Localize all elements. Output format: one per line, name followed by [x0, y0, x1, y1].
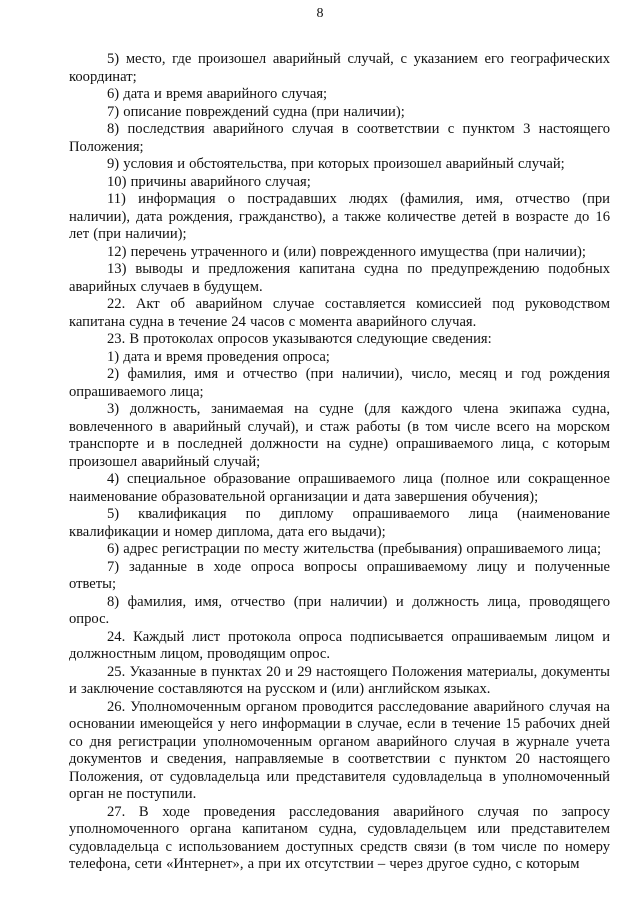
paragraph: 26. Уполномоченным органом проводится расследование аварийного случая на основании имеющейся у него информации в случае, если в течение 15 рабочих дней со дня регистрации уполномоченным органом аварийного случая в журнале учета документов и сведения, направляемые в соответствии с пунктом 20 настоящего Положения, от судовладельца или представителя судовладельца в уполномоченный орган не поступили. [69, 698, 610, 802]
paragraph: 8) последствия аварийного случая в соответствии с пунктом 3 настоящего Положения; [69, 121, 610, 155]
paragraph: 7) описание повреждений судна (при наличии); [107, 103, 405, 120]
paragraph: 4) специальное образование опрашиваемого лица (полное или сокращенное наименование образовательной организации и дата завершения обучения); [69, 471, 610, 505]
paragraph: 27. В ходе проведения расследования аварийного случая по запросу уполномоченного органа капитаном судна, судовладельцем или представителем судовладельца с использованием доступных средств связи (в том числе по номеру телефона, сети «Интернет», а при их отсутствии – через другое судно, с которым [69, 803, 610, 872]
paragraph: 8) фамилия, имя, отчество (при наличии) и должность лица, проводящего опрос. [69, 593, 610, 627]
paragraph: 25. Указанные в пунктах 20 и 29 настоящего Положения материалы, документы и заключение составляются на русском и (или) английском языках. [69, 663, 610, 697]
paragraph: 10) причины аварийного случая; [107, 173, 311, 190]
page-number: 8 [316, 6, 324, 21]
paragraph: 5) место, где произошел аварийный случай, с указанием его географических координат; [69, 51, 610, 85]
paragraph: 5) квалификация по диплому опрашиваемого лица (наименование квалификации и номер диплома, дата его выдачи); [69, 506, 610, 540]
paragraph: 12) перечень утраченного и (или) поврежденного имущества (при наличии); [107, 243, 586, 260]
paragraph: 7) заданные в ходе опроса вопросы опрашиваемому лицу и полученные ответы; [69, 558, 610, 592]
paragraph: 6) дата и время аварийного случая; [107, 86, 328, 102]
paragraph: 22. Акт об аварийном случае составляется комиссией под руководством капитана судна в течение 24 часов с момента аварийного случая. [69, 296, 610, 330]
paragraph: 3) должность, занимаемая на судне (для каждого члена экипажа судна, вовлеченного в аварийный случай), и стаж работы (в том числе всего на морском транспорте и в последней должности на судне) опрашиваемого лица, с которым произошел аварийный случай; [69, 401, 610, 470]
paragraph: 13) выводы и предложения капитана судна по предупреждению подобных аварийных случаев в будущем. [69, 261, 610, 295]
paragraph: 1) дата и время проведения опроса; [107, 348, 330, 365]
paragraph: 24. Каждый лист протокола опроса подписывается опрашиваемым лицом и должностным лицом, проводящим опрос. [69, 628, 610, 662]
document-body [69, 51, 610, 874]
paragraph: 6) адрес регистрации по месту жительства (пребывания) опрашиваемого лица; [107, 541, 602, 557]
paragraph: 11) информация о пострадавших людях (фамилия, имя, отчество (при наличии), дата рождения, гражданство), а также количестве детей в возрасте до 16 лет (при наличии); [69, 191, 610, 242]
paragraph: 9) условия и обстоятельства, при которых произошел аварийный случай; [107, 156, 565, 172]
paragraph: 23. В протоколах опросов указываются следующие сведения: [107, 331, 492, 347]
paragraph: 2) фамилия, имя и отчество (при наличии), число, месяц и год рождения опрашиваемого лица; [69, 366, 610, 400]
